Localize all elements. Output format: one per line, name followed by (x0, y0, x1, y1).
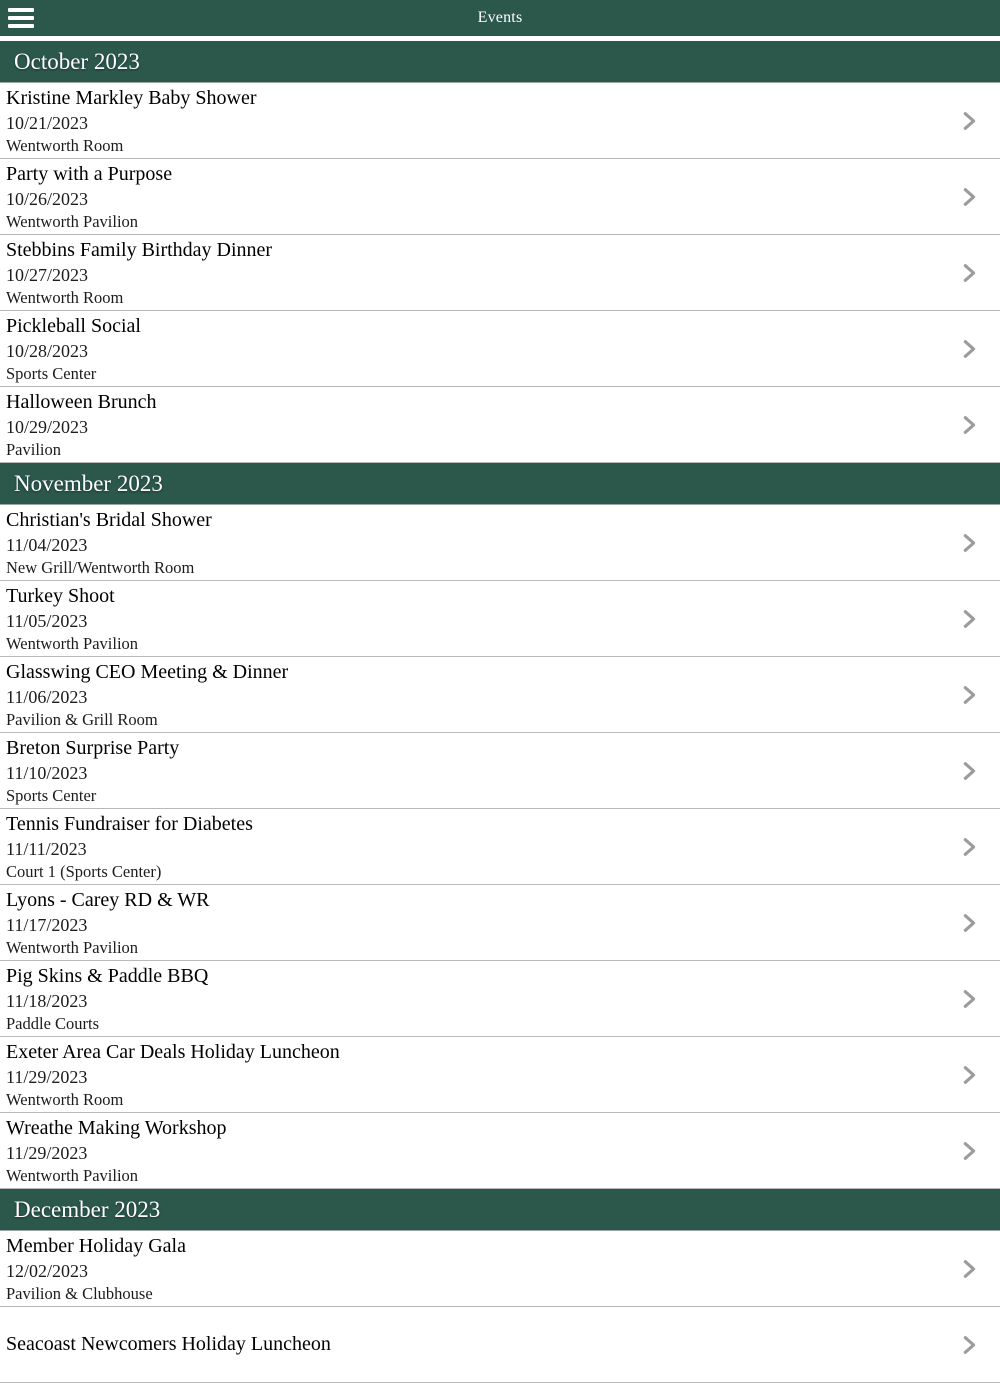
event-title: Pig Skins & Paddle BBQ (6, 964, 209, 987)
section-label: November 2023 (14, 470, 163, 496)
event-title: Pickleball Social (6, 314, 141, 337)
event-row[interactable] (0, 581, 1000, 657)
event-text (6, 660, 958, 730)
event-title: Kristine Markley Baby Shower (6, 86, 257, 109)
event-location: Paddle Courts (6, 1013, 100, 1033)
event-row[interactable] (0, 83, 1000, 159)
event-title: Stebbins Family Birthday Dinner (6, 238, 273, 261)
event-date: 11/06/2023 (6, 686, 88, 707)
event-title: Exeter Area Car Deals Holiday Luncheon (6, 1040, 340, 1063)
event-date: 11/05/2023 (6, 610, 88, 631)
event-text (6, 888, 958, 958)
event-row[interactable] (0, 885, 1000, 961)
event-row[interactable] (0, 733, 1000, 809)
event-date: 11/10/2023 (6, 762, 88, 783)
event-location: Pavilion (6, 439, 62, 459)
event-location: Pavilion & Grill Room (6, 709, 158, 729)
event-title: Party with a Purpose (6, 162, 173, 185)
event-text (6, 1234, 958, 1304)
chevron-right-icon (958, 110, 980, 132)
event-text (6, 390, 958, 460)
chevron-right-icon (958, 988, 980, 1010)
event-location: Wentworth Room (6, 135, 124, 155)
event-text (6, 86, 958, 156)
event-title: Halloween Brunch (6, 390, 157, 413)
event-title: Lyons - Carey RD & WR (6, 888, 210, 911)
event-text (6, 508, 958, 578)
event-row[interactable] (0, 387, 1000, 463)
event-row[interactable] (0, 657, 1000, 733)
chevron-right-icon (958, 262, 980, 284)
section-header (0, 463, 1000, 505)
section-header (0, 1189, 1000, 1231)
event-title: Member Holiday Gala (6, 1234, 186, 1257)
event-date: 11/29/2023 (6, 1066, 88, 1087)
event-text (6, 314, 958, 384)
chevron-right-icon (958, 1140, 980, 1162)
event-date: 10/21/2023 (6, 112, 89, 133)
chevron-right-icon (958, 338, 980, 360)
event-row[interactable] (0, 1037, 1000, 1113)
chevron-right-icon (958, 1258, 980, 1280)
event-text (6, 162, 958, 232)
event-row[interactable] (0, 1113, 1000, 1189)
event-title: Tennis Fundraiser for Diabetes (6, 812, 253, 835)
page-title: Events (477, 9, 523, 26)
event-location: New Grill/Wentworth Room (6, 557, 195, 577)
event-date: 11/18/2023 (6, 990, 88, 1011)
chevron-right-icon (958, 186, 980, 208)
event-title: Breton Surprise Party (6, 736, 180, 759)
event-date: 10/26/2023 (6, 188, 89, 209)
chevron-right-icon (958, 608, 980, 630)
hamburger-menu-icon[interactable] (8, 8, 34, 28)
event-row[interactable] (0, 1307, 1000, 1383)
event-text (6, 238, 958, 308)
event-row[interactable] (0, 809, 1000, 885)
chevron-right-icon (958, 836, 980, 858)
event-date: 10/27/2023 (6, 264, 89, 285)
event-title: Glasswing CEO Meeting & Dinner (6, 660, 289, 683)
top-bar (0, 0, 1000, 36)
event-location: Wentworth Pavilion (6, 211, 139, 231)
event-location: Wentworth Room (6, 1089, 124, 1109)
event-title: Seacoast Newcomers Holiday Luncheon (6, 1333, 331, 1355)
event-date: 12/02/2023 (6, 1260, 89, 1281)
event-date: 10/29/2023 (6, 416, 89, 437)
event-location: Pavilion & Clubhouse (6, 1283, 153, 1303)
chevron-right-icon (958, 912, 980, 934)
event-text (6, 1116, 958, 1186)
event-date: 10/28/2023 (6, 340, 89, 361)
event-location: Sports Center (6, 785, 97, 805)
event-row[interactable] (0, 505, 1000, 581)
event-title: Turkey Shoot (6, 584, 115, 607)
event-location: Wentworth Pavilion (6, 1165, 139, 1185)
chevron-right-icon (958, 760, 980, 782)
event-text (6, 584, 958, 654)
event-row[interactable] (0, 1231, 1000, 1307)
event-title: Christian's Bridal Shower (6, 508, 212, 531)
event-text (6, 736, 958, 806)
chevron-right-icon (958, 684, 980, 706)
event-location: Wentworth Pavilion (6, 937, 139, 957)
chevron-right-icon (958, 414, 980, 436)
chevron-right-icon (958, 1334, 980, 1356)
event-location: Sports Center (6, 363, 97, 383)
event-text (6, 1040, 958, 1110)
event-date: 11/29/2023 (6, 1142, 88, 1163)
event-location: Court 1 (Sports Center) (6, 861, 162, 881)
event-date: 11/11/2023 (6, 838, 87, 859)
event-text (6, 964, 958, 1034)
chevron-right-icon (958, 532, 980, 554)
event-text (6, 1332, 958, 1357)
event-location: Wentworth Room (6, 287, 124, 307)
event-date: 11/17/2023 (6, 914, 88, 935)
section-header (0, 41, 1000, 83)
event-title: Wreathe Making Workshop (6, 1116, 227, 1139)
section-label: October 2023 (14, 48, 140, 74)
section-label: December 2023 (14, 1196, 161, 1222)
event-row[interactable] (0, 311, 1000, 387)
event-row[interactable] (0, 235, 1000, 311)
event-row[interactable] (0, 961, 1000, 1037)
chevron-right-icon (958, 1064, 980, 1086)
event-location: Wentworth Pavilion (6, 633, 139, 653)
event-date: 11/04/2023 (6, 534, 88, 555)
event-row[interactable] (0, 159, 1000, 235)
events-list (0, 41, 1000, 1383)
event-text (6, 812, 958, 882)
